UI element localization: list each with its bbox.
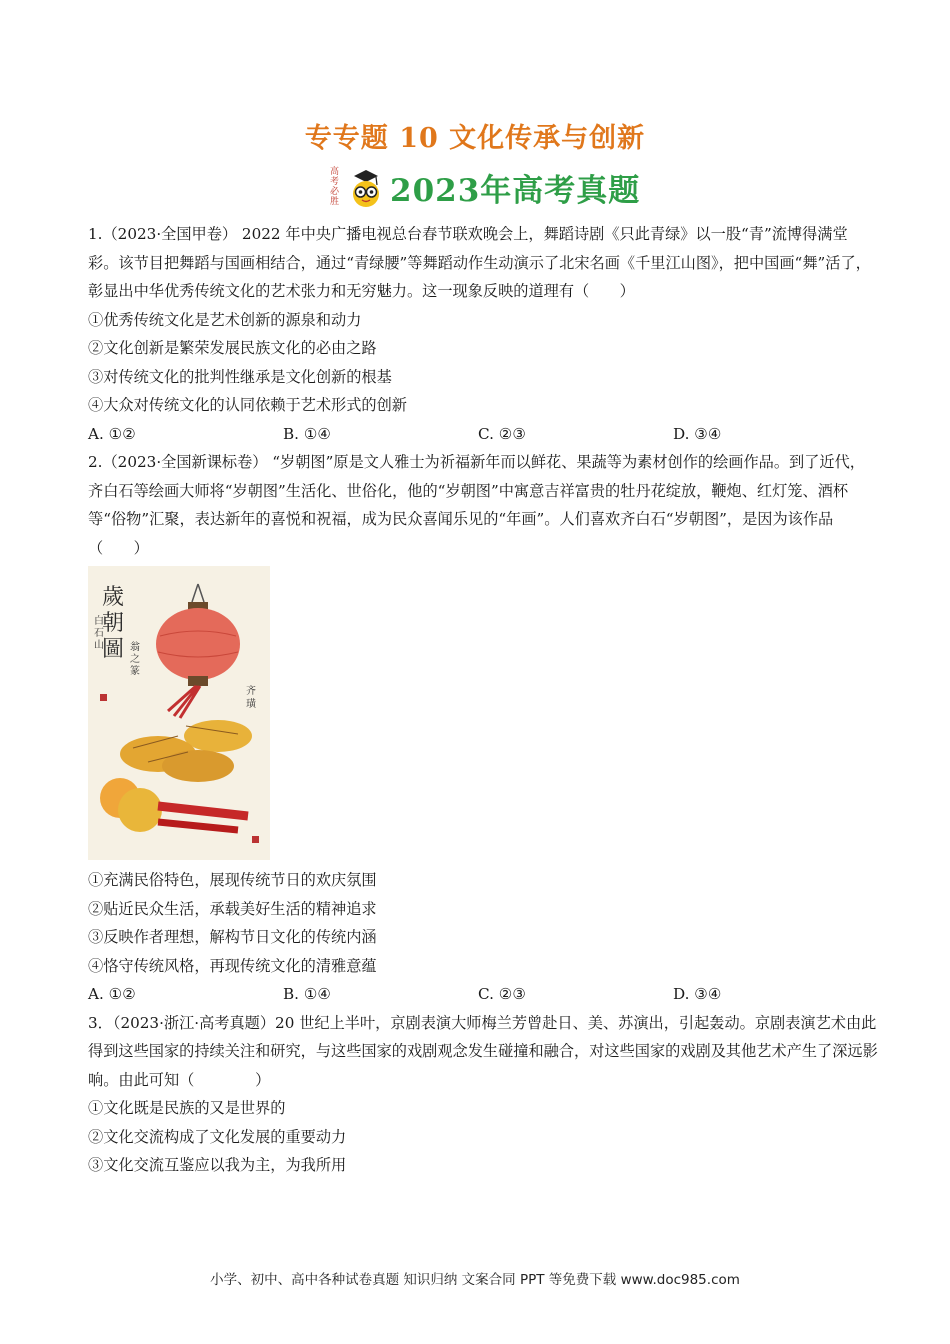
svg-text:山: 山 [94,640,104,651]
option-d[interactable]: D. ③④ [673,985,722,1003]
question-2-stem: 2.（2023·全国新课标卷） “岁朝图”原是文人雅士为祈福新年而以鲜花、果蔬等为素材创作的绘画作品。到了近代，齐白石等绘画大师将“岁朝图”生活化、世俗化，他的“岁朝图”中寓意吉祥富贵的牡丹花绽放，鞭炮、红灯笼、酒杯等“俗物”汇聚，表达新年的喜悦和祝福，成为民众喜闻乐见的“年画”。人们喜欢齐白石“岁朝图”，是因为该作品（ ） [88,453,865,557]
question-1-item-1: ①优秀传统文化是艺术创新的源泉和动力 [88,310,362,329]
question-3-item-2: ②文化交流构成了文化发展的重要动力 [88,1127,347,1146]
svg-text:之: 之 [130,654,140,665]
question-1-item-3: ③对传统文化的批判性继承是文化创新的根基 [88,367,392,386]
graduate-owl-icon [346,166,386,208]
option-d[interactable]: D. ③④ [673,424,722,443]
suichao-painting [88,566,270,860]
option-c[interactable]: C. ②③ [478,424,526,443]
question-2-item-3: ③反映作者理想，解构节日文化的传统内涵 [88,928,377,946]
question-list [88,220,878,1180]
option-a[interactable]: A. ①② [88,424,136,443]
exam-banner [330,164,640,210]
painting-seal [100,694,107,701]
question-3-item-3: ③文化交流互鉴应以我为主，为我所用 [88,1156,347,1174]
question-1-options [88,420,878,449]
question-3-item-1: ①文化既是民族的又是世界的 [88,1099,286,1117]
page-footer: 小学、初中、高中各种试卷真题 知识归纳 文案合同 PPT 等免费下载 www.doc985.com [210,1272,740,1288]
painting-title-char-1: 歲 [102,585,125,610]
option-c[interactable]: C. ②③ [478,985,526,1003]
svg-text:石: 石 [94,628,104,639]
question-2-options [88,980,878,1009]
option-b[interactable]: B. ①④ [283,424,332,443]
page-title: 专专题 10 文化传承与创新 [304,123,646,154]
question-1-stem: 1.（2023·全国甲卷） 2022 年中央广播电视总台春节联欢晚会上，舞蹈诗剧《只此青绿》以一股“青”流博得满堂彩。该节目把舞蹈与国画相结合，通过“青绿腰”等舞蹈动作生动演示了北宋名画《千里江山图》，把中国画“舞”活了，彰显出中华优秀传统文化的艺术张力和无穷魅力。这一现象反映的道理有（ ） [88,225,871,300]
painting-title-char-3: 圖 [102,637,125,662]
question-3-stem: 3．（2023·浙江·高考真题）20 世纪上半叶，京剧表演大师梅兰芳曾赴日、美、苏演出，引起轰动。京剧表演艺术由此得到这些国家的持续关注和研究，与这些国家的戏剧观念发生碰撞和融合，对这些国家的戏剧及其他艺术产生了深远影响。由此可知（ ） [88,1013,878,1089]
svg-text:齐: 齐 [246,686,256,697]
question-2-item-4: ④恪守传统风格，再现传统文化的清雅意蕴 [88,956,377,975]
option-b[interactable]: B. ①④ [283,985,332,1003]
svg-text:璜: 璜 [246,699,256,710]
question-2-item-2: ②贴近民众生活，承载美好生活的精神追求 [88,899,377,918]
svg-text:翁: 翁 [130,642,140,653]
svg-text:白: 白 [94,616,104,627]
painting-title-char-2: 朝 [102,611,125,636]
question-1-item-4: ④大众对传统文化的认同依赖于艺术形式的创新 [88,396,407,414]
banner-title: 2023年高考真题 [390,172,641,209]
svg-text:篆: 篆 [130,666,140,677]
question-1-item-2: ②文化创新是繁荣发展民族文化的必由之路 [88,339,377,357]
red-lantern [156,608,240,680]
banner-side-text: 高考必胜 [330,167,340,207]
question-2-item-1: ①充满民俗特色，展现传统节日的欢庆氛围 [88,871,377,889]
option-a[interactable]: A. ①② [88,985,136,1003]
